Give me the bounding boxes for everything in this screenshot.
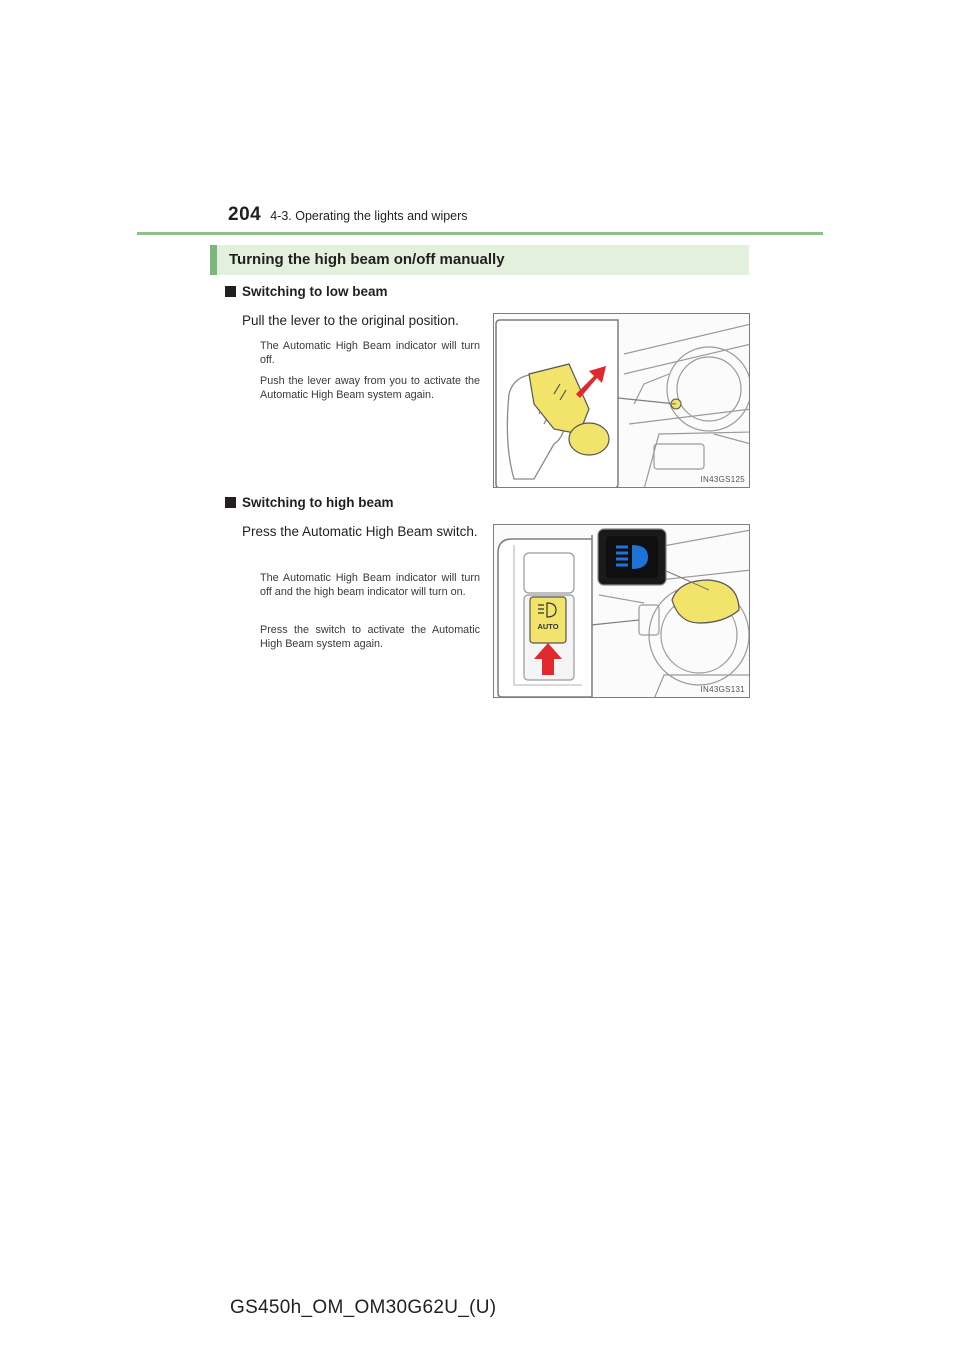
high-beam-note-1: The Automatic High Beam indicator will turn off and the high beam indicator will turn on. [260,572,480,598]
low-beam-instruction: Pull the lever to the original position. [242,313,459,328]
page-header [228,204,468,226]
low-beam-figure-code: IN43GS125 [700,475,745,484]
page-number: 204 [228,204,262,225]
auto-high-beam-switch-icon [530,597,566,643]
manual-id-footer: GS450h_OM_OM30G62U_(U) [230,1297,497,1318]
high-beam-figure-code: IN43GS131 [700,685,745,694]
high-beam-instruction: Press the Automatic High Beam switch. [242,524,478,539]
lever-illustration [494,314,750,488]
section-bar [210,245,749,275]
chapter-title: 4-3. Operating the lights and wipers [270,209,468,223]
high-beam-note-2: Press the switch to activate the Automatic High Beam system again. [260,624,480,650]
switch-illustration [494,525,750,698]
low-beam-note-2: Push the lever away from you to activate the Automatic High Beam system again. [260,375,480,401]
bullet-square-icon [225,286,236,297]
low-beam-heading-text: Switching to low beam [242,284,388,299]
header-rule [137,232,823,235]
high-beam-heading-text: Switching to high beam [242,495,394,510]
auto-switch-label: AUTO [537,622,559,631]
low-beam-note-1: The Automatic High Beam indicator will turn off. [260,340,480,366]
high-beam-figure [493,524,750,698]
low-beam-figure [493,313,750,488]
high-beam-heading [225,495,394,510]
low-beam-heading [225,284,388,299]
section-title: Turning the high beam on/off manually [229,251,505,268]
bullet-square-icon [225,497,236,508]
